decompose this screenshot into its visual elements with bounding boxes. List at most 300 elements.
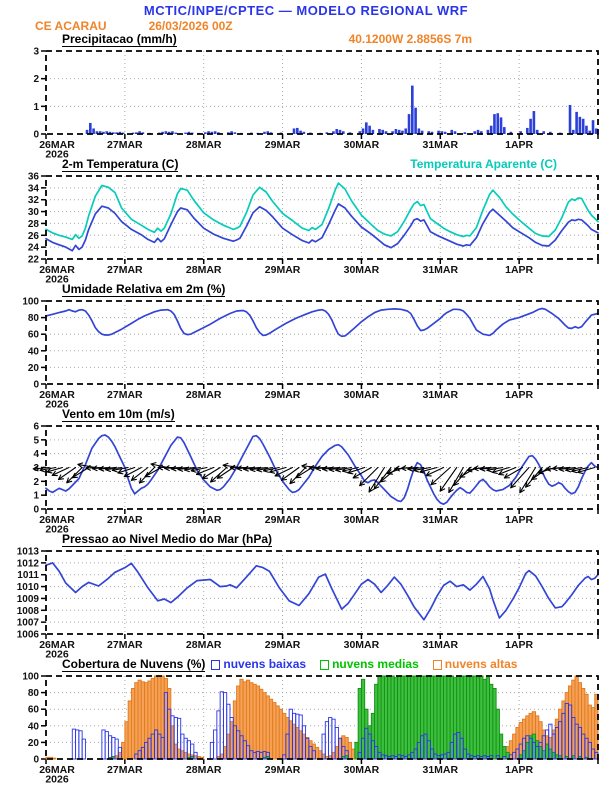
- cloud-bar: [161, 676, 164, 759]
- x-tick-label: 30MAR: [343, 139, 380, 151]
- wind-vector-head: [343, 471, 348, 472]
- cloud-bar: [381, 676, 384, 759]
- wind-vector-head: [566, 470, 571, 472]
- cloud-bar: [526, 742, 529, 759]
- cloud-bar: [355, 742, 358, 759]
- cloud-bar: [437, 676, 440, 759]
- cloud-bar: [112, 737, 115, 759]
- y-tick-label: 36: [27, 171, 39, 183]
- panel-wind-title: Vento em 10m (m/s): [62, 406, 175, 421]
- precip-bar: [214, 131, 217, 134]
- wind-vector-head: [348, 473, 353, 474]
- apparent-temperature-label: Temperatura Aparente (C): [410, 157, 557, 171]
- x-tick-label: 28MAR: [185, 139, 222, 151]
- x-tick-label: 26MAR: [39, 639, 75, 651]
- y-tick-label: 2: [33, 476, 39, 488]
- cloud-bar: [401, 676, 404, 759]
- cloud-bar: [125, 722, 128, 759]
- wind-vector-head: [499, 474, 504, 475]
- cloud-bar: [53, 758, 56, 759]
- wind-vector: [282, 468, 299, 481]
- wind-vector-head: [336, 470, 341, 472]
- precip-bar: [575, 112, 578, 134]
- cloud-bar: [545, 744, 548, 759]
- precip-bar: [503, 127, 506, 134]
- y-tick-label: 0: [33, 379, 39, 391]
- x-tick-label: 1APR: [505, 264, 534, 276]
- cloud-bar: [361, 679, 364, 759]
- cloud-bar: [79, 731, 82, 759]
- cloud-bar: [555, 719, 558, 759]
- cloud-bar: [148, 681, 151, 759]
- x-tick-label: 29MAR: [264, 514, 301, 526]
- wind-vector-head: [264, 471, 269, 472]
- cloud-bar: [329, 718, 332, 760]
- x-tick-label: 31MAR: [422, 764, 459, 776]
- x-tick-label: 30MAR: [343, 514, 380, 526]
- page-header: [0, 0, 612, 33]
- y-tick-label: 40: [27, 346, 39, 358]
- cloud-bar: [552, 752, 555, 759]
- cloud-cover-chart: [0, 671, 612, 783]
- station-name: CE ACARAU: [35, 19, 107, 33]
- cloud-bar: [486, 678, 489, 759]
- y-tick-label: 20: [27, 737, 39, 749]
- cloud-bar: [210, 742, 213, 759]
- y-tick-label: 3: [33, 46, 39, 58]
- cloud-bar: [453, 678, 456, 759]
- x-tick-label: 27MAR: [107, 139, 143, 151]
- precip-bar: [592, 120, 595, 134]
- wind-vector-head: [118, 473, 123, 474]
- panel-precipitation-title: Precipitacao (mm/h): [62, 31, 177, 46]
- precip-bar: [368, 126, 371, 134]
- cloud-bar: [131, 688, 134, 759]
- y-tick-label: 1011: [17, 570, 39, 582]
- cloud-bar: [269, 699, 272, 759]
- precip-bar: [585, 126, 588, 134]
- wind-vector-head: [106, 470, 111, 472]
- x-tick-label: 1APR: [505, 639, 534, 651]
- x-tick-label: 27MAR: [107, 764, 143, 776]
- precip-bar: [579, 117, 582, 134]
- precip-bar: [263, 132, 266, 134]
- cloud-bar: [342, 736, 345, 759]
- pressure-chart: [0, 546, 612, 658]
- x-tick-label: 1APR: [505, 389, 534, 401]
- cloud-bar: [407, 676, 410, 759]
- cloud-bar: [549, 749, 552, 759]
- cloud-bar: [240, 679, 243, 759]
- x-tick-label: 26MAR: [39, 389, 75, 401]
- y-tick-label: 1006: [16, 629, 39, 641]
- precip-bar: [234, 132, 237, 134]
- wind-vector-head: [151, 463, 156, 464]
- precip-bar: [174, 133, 177, 134]
- cloud-bar: [470, 676, 473, 759]
- cloud-bar: [174, 744, 177, 759]
- cloud-bar: [332, 752, 335, 759]
- x-axis-year-label: 2026: [45, 273, 69, 283]
- wind-vector-head: [185, 470, 190, 472]
- cloud-bar: [417, 676, 420, 759]
- cloud-bar: [145, 683, 148, 759]
- wind-vector-head: [388, 474, 393, 475]
- wind-vector-head: [40, 470, 45, 472]
- wind-vector-head: [78, 463, 83, 465]
- y-tick-label: 20: [27, 362, 39, 374]
- cloud-legend: [211, 658, 517, 671]
- precip-bar: [204, 132, 207, 134]
- precip-bar: [411, 86, 414, 134]
- humidity-chart: [0, 296, 612, 408]
- cloud-bar: [444, 676, 447, 759]
- cloud-bar: [499, 734, 502, 759]
- x-tick-label: 28MAR: [185, 514, 222, 526]
- y-tick-label: 1: [33, 490, 39, 502]
- x-tick-label: 27MAR: [107, 389, 143, 401]
- x-tick-label: 28MAR: [185, 639, 222, 651]
- run-datetime: 26/03/2026 00Z: [148, 19, 233, 33]
- x-tick-label: 31MAR: [422, 389, 459, 401]
- cloud-bar: [76, 730, 79, 759]
- cloud-bar: [450, 676, 453, 759]
- precip-bar: [526, 128, 529, 134]
- x-tick-label: 29MAR: [264, 764, 301, 776]
- cloud-bar: [325, 722, 328, 759]
- wind-vector-head: [329, 470, 334, 472]
- y-tick-label: 28: [27, 218, 39, 230]
- wind-vector-head: [270, 472, 275, 473]
- cloud-bar: [223, 747, 226, 759]
- cloud-bar: [404, 676, 407, 759]
- cloud-bar: [256, 686, 259, 759]
- wind-vector-head: [257, 470, 262, 472]
- wind-vector: [520, 468, 536, 493]
- cloud-bar: [529, 736, 532, 759]
- precip-bar: [529, 119, 532, 134]
- cloud-bar: [447, 676, 450, 759]
- y-tick-label: 30: [27, 207, 39, 219]
- cloud-bar: [118, 752, 121, 759]
- cloud-bar: [315, 747, 318, 759]
- x-tick-label: 26MAR: [39, 764, 75, 776]
- precip-bar: [395, 129, 398, 134]
- y-tick-label: 6: [33, 421, 39, 433]
- wind-vector-head: [492, 472, 497, 473]
- cloud-bar: [430, 676, 433, 759]
- cloud-bar: [493, 688, 496, 759]
- x-tick-label: 31MAR: [422, 639, 459, 651]
- cloud-bar: [365, 709, 368, 759]
- x-tick-label: 26MAR: [39, 514, 75, 526]
- x-tick-label: 29MAR: [264, 139, 301, 151]
- legend-item-low-clouds: [211, 658, 306, 671]
- x-axis-year-label: 2026: [45, 773, 69, 783]
- y-tick-label: 4: [33, 449, 39, 461]
- x-tick-label: 28MAR: [185, 764, 222, 776]
- page-title: MCTIC/INPE/CPTEC — MODELO REGIONAL WRF: [143, 3, 469, 18]
- cloud-bar: [276, 706, 279, 759]
- precipitation-chart: [0, 46, 612, 158]
- wind-vector-head: [440, 486, 441, 491]
- mid-clouds-swatch-icon: [320, 660, 329, 670]
- run-info-row: [0, 19, 612, 33]
- panel-temperature-title: 2-m Temperatura (C): [62, 156, 179, 171]
- cloud-bar: [358, 688, 361, 759]
- y-tick-label: 1013: [16, 546, 39, 558]
- wind-vector: [440, 468, 457, 492]
- wind-vector-head: [197, 474, 202, 475]
- cloud-bar: [424, 676, 427, 759]
- cloud-bar: [519, 722, 522, 759]
- cloud-bar: [283, 713, 286, 759]
- x-tick-label: 31MAR: [422, 264, 459, 276]
- cloud-bar: [306, 737, 309, 759]
- wind-vector-head: [223, 463, 228, 465]
- cloud-bar: [582, 688, 585, 759]
- cloud-bar: [440, 676, 443, 759]
- precip-bar: [293, 128, 296, 134]
- cloud-bar: [102, 730, 105, 759]
- panel-temperature: [0, 158, 612, 283]
- panel-precipitation-titlerow: [0, 33, 612, 46]
- cloud-bar: [299, 731, 302, 759]
- precip-bar: [365, 122, 368, 134]
- x-tick-label: 30MAR: [343, 389, 380, 401]
- cloud-bar: [427, 676, 430, 759]
- cloud-bar: [483, 679, 486, 759]
- cloud-bar: [164, 678, 167, 759]
- precip-bar: [464, 132, 467, 134]
- y-tick-label: 60: [27, 704, 39, 716]
- cloud-bar: [230, 722, 233, 759]
- cloud-bar: [135, 683, 138, 759]
- cloud-bar: [286, 718, 289, 760]
- precip-bar: [385, 131, 388, 134]
- cloud-bar: [292, 724, 295, 759]
- cloud-bar: [279, 709, 282, 759]
- cloud-bar: [506, 752, 509, 759]
- panel-pressure-titlerow: [0, 533, 612, 546]
- y-tick-label: 5: [33, 435, 39, 447]
- cloud-bar: [539, 747, 542, 759]
- cloud-bar: [565, 693, 568, 759]
- cloud-bar: [503, 747, 506, 759]
- x-tick-label: 29MAR: [264, 264, 301, 276]
- x-tick-label: 26MAR: [39, 264, 75, 276]
- x-tick-label: 29MAR: [264, 639, 301, 651]
- cloud-bar: [237, 686, 240, 759]
- precip-bar: [404, 128, 407, 134]
- cloud-bar: [476, 678, 479, 759]
- cloud-bar: [250, 683, 253, 759]
- cloud-bar: [273, 703, 276, 759]
- panel-clouds-title: Cobertura de Nuvens (%): [62, 656, 206, 671]
- cloud-bar: [253, 684, 256, 759]
- x-tick-label: 27MAR: [107, 639, 143, 651]
- legend-item-mid-clouds: [320, 658, 419, 671]
- cloud-bar: [588, 705, 591, 759]
- cloud-bar: [105, 732, 108, 759]
- y-tick-label: 100: [22, 671, 39, 683]
- cloud-bar: [227, 734, 230, 759]
- cloud-bar: [246, 680, 249, 759]
- wind-vector-head: [414, 470, 419, 472]
- cloud-bar: [473, 676, 476, 759]
- wind-vector-head: [559, 469, 564, 471]
- cloud-bar: [214, 730, 217, 759]
- x-axis-year-label: 2026: [45, 398, 69, 408]
- y-tick-label: 1010: [16, 582, 39, 594]
- x-tick-label: 1APR: [505, 514, 534, 526]
- x-axis-year-label: 2026: [45, 523, 69, 533]
- cloud-bar: [260, 689, 263, 759]
- cloud-bar: [233, 701, 236, 759]
- cloud-bar: [168, 688, 171, 759]
- cloud-bar: [562, 701, 565, 759]
- cloud-bar: [128, 701, 131, 759]
- cloud-bar: [568, 686, 571, 759]
- cloud-bar: [296, 727, 299, 759]
- panel-temperature-titlerow: [0, 158, 612, 171]
- cloud-bar: [509, 741, 512, 759]
- panel-pressure: [0, 533, 612, 658]
- cloud-bar: [266, 696, 269, 759]
- y-tick-label: 24: [27, 242, 39, 254]
- x-tick-label: 1APR: [505, 764, 534, 776]
- panel-pressure-title: Pressao ao Nivel Medio do Mar (hPa): [62, 531, 273, 546]
- cloud-bar: [158, 676, 161, 759]
- precip-bar: [493, 114, 496, 134]
- precip-bar: [414, 108, 417, 134]
- series-line: [46, 309, 598, 337]
- cloud-bar: [516, 727, 519, 759]
- cloud-bar: [388, 676, 391, 759]
- precip-bar: [533, 111, 536, 134]
- panel-humidity: [0, 283, 612, 408]
- x-tick-label: 30MAR: [343, 639, 380, 651]
- cloud-bar: [536, 741, 539, 759]
- y-tick-label: 0: [33, 129, 39, 141]
- x-tick-label: 27MAR: [107, 264, 143, 276]
- cloud-bar: [302, 734, 305, 759]
- cloud-bar: [457, 676, 460, 759]
- cloud-bar: [375, 684, 378, 759]
- wind-vector-head: [578, 472, 583, 473]
- wind-vector-head: [487, 470, 492, 472]
- cloud-bar: [421, 676, 424, 759]
- cloud-bar: [490, 684, 493, 759]
- x-axis-year-label: 2026: [45, 148, 69, 158]
- panel-humidity-title: Umidade Relativa em 2m (%): [62, 281, 226, 296]
- y-tick-label: 34: [27, 183, 39, 195]
- precip-bar: [89, 123, 92, 134]
- panel-clouds-titlerow: [0, 658, 612, 671]
- cloud-bar: [378, 676, 381, 759]
- y-tick-label: 22: [27, 254, 39, 266]
- x-tick-label: 31MAR: [422, 514, 459, 526]
- wind-vector: [290, 468, 306, 484]
- x-tick-label: 28MAR: [185, 389, 222, 401]
- x-tick-label: 28MAR: [185, 264, 222, 276]
- precip-bar: [582, 119, 585, 134]
- cloud-bar: [572, 680, 575, 759]
- y-tick-label: 80: [27, 688, 39, 700]
- cloud-bar: [371, 713, 374, 759]
- cloud-bar: [171, 726, 174, 759]
- wind-vector-head: [572, 471, 577, 472]
- wind-vector-head: [191, 471, 196, 472]
- panel-wind: [0, 408, 612, 533]
- precip-bar: [165, 131, 168, 134]
- x-tick-label: 30MAR: [343, 764, 380, 776]
- cloud-bar: [217, 711, 220, 759]
- cloud-bar: [108, 736, 111, 759]
- x-tick-label: 30MAR: [343, 264, 380, 276]
- cloud-bar: [319, 751, 322, 759]
- precip-bar: [569, 105, 572, 134]
- precip-bar: [296, 128, 299, 134]
- cloud-bar: [463, 676, 466, 759]
- y-tick-label: 1: [33, 101, 39, 113]
- low-clouds-swatch-icon: [211, 660, 220, 670]
- x-tick-label: 31MAR: [422, 139, 459, 151]
- wind-vector-head: [250, 470, 255, 472]
- cloud-bar: [394, 678, 397, 759]
- x-tick-label: 26MAR: [39, 139, 75, 151]
- cloud-bar: [496, 709, 499, 759]
- plot-frame: [46, 551, 598, 634]
- plot-frame: [46, 51, 598, 134]
- cloud-bar: [335, 747, 338, 759]
- wind-vector-head: [112, 470, 117, 472]
- precip-bar: [454, 131, 457, 134]
- cloud-bar: [72, 729, 75, 759]
- cloud-bar: [289, 721, 292, 759]
- wind-vector-head: [178, 469, 183, 471]
- legend-item-high-clouds: [433, 658, 518, 671]
- precip-bar: [184, 133, 187, 134]
- precip-bar: [496, 113, 499, 134]
- temperature-chart: [0, 171, 612, 283]
- cloud-bar: [151, 678, 154, 759]
- y-tick-label: 80: [27, 313, 39, 325]
- cloud-bar: [338, 738, 341, 759]
- cloud-bar: [352, 749, 355, 759]
- y-tick-label: 40: [27, 721, 39, 733]
- cloud-bar: [154, 676, 157, 759]
- x-axis-year-label: 2026: [45, 648, 69, 658]
- cloud-bar: [181, 751, 184, 759]
- cloud-bar: [414, 676, 417, 759]
- cloud-bar: [460, 676, 463, 759]
- cloud-bar: [348, 742, 351, 759]
- wind-vector: [131, 468, 147, 481]
- precip-bar: [408, 114, 411, 134]
- legend-label-mid-clouds: nuvens medias: [332, 657, 419, 671]
- cloud-bar: [578, 683, 581, 759]
- panel-clouds: [0, 658, 612, 783]
- y-tick-label: 2: [33, 74, 39, 86]
- cloud-bar: [243, 682, 246, 759]
- cloud-bar: [467, 676, 470, 759]
- y-tick-label: 32: [27, 195, 39, 207]
- x-tick-label: 29MAR: [264, 389, 301, 401]
- cloud-bar: [177, 749, 180, 759]
- y-tick-label: 0: [33, 504, 39, 516]
- high-clouds-swatch-icon: [433, 660, 442, 670]
